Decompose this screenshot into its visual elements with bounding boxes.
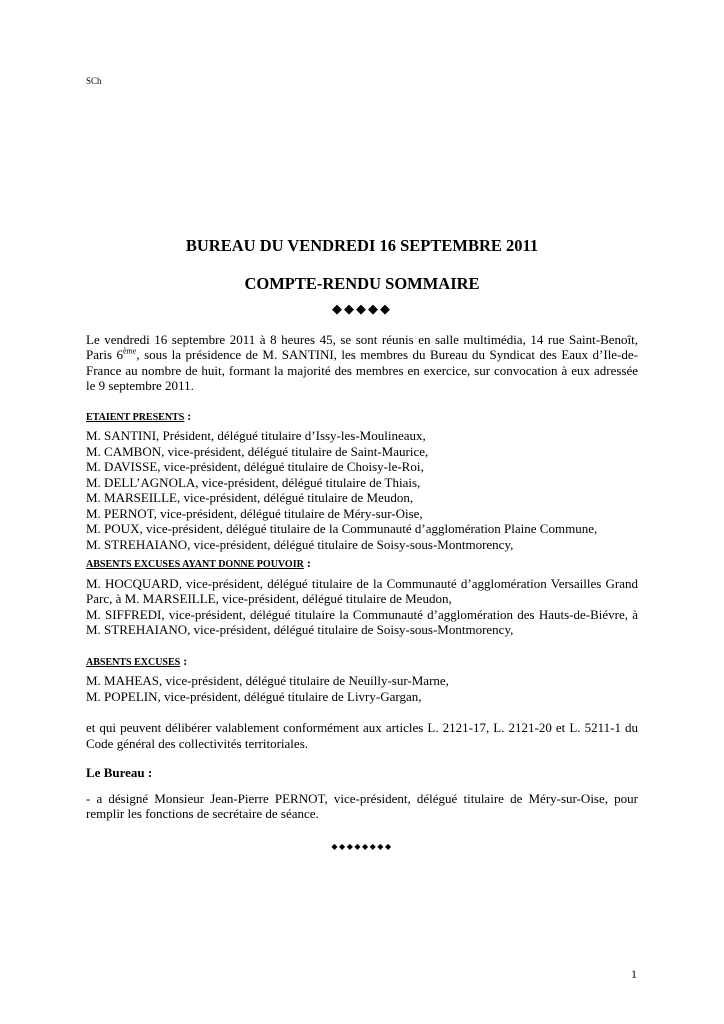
proxy-heading-colon: : <box>303 556 311 570</box>
list-item: M. PERNOT, vice-président, délégué titulaire de Méry-sur-Oise, <box>86 505 423 521</box>
header-mark: SCh <box>86 76 102 86</box>
present-heading-colon: : <box>184 408 192 423</box>
intro-text-start: Le vendredi 16 septembre 2011 à 8 heures 45, se sont réunis en salle multimédia, 14 rue Saint-Benoît, Paris 6 <box>86 331 638 362</box>
list-item: M. SANTINI, Président, délégué titulaire d’Issy-les-Moulineaux, <box>86 428 426 443</box>
document-title: BUREAU DU VENDREDI 16 SEPTEMBRE 2011 <box>185 236 539 255</box>
title-separator: ◆◆◆◆◆ <box>332 301 392 316</box>
list-item: M. DELL’AGNOLA, vice-président, délégué titulaire de Thiais, <box>86 474 421 490</box>
present-list <box>86 428 638 552</box>
proxy-list <box>86 576 638 638</box>
list-item: M. MAHEAS, vice-président, délégué titulaire de Neuilly-sur-Marne, <box>86 673 449 688</box>
intro-paragraph <box>86 332 638 394</box>
excused-heading-label: ABSENTS EXCUSES <box>86 656 181 668</box>
end-separator: ◆◆◆◆◆◆◆◆ <box>331 841 393 851</box>
list-item: M. DAVISSE, vice-président, délégué titulaire de Choisy-le-Roi, <box>86 459 424 474</box>
list-item: M. POPELIN, vice-président, délégué titulaire de Livry-Gargan, <box>86 688 422 704</box>
intro-text-end: , sous la présidence de M. SANTINI, les membres du Bureau du Syndicat des Eaux d’Ile-de-France au nombre de huit, formant la majorité des membres en exercice, sur convocation à eux adressée le 9 septembre 2011. <box>86 347 638 393</box>
proxy-heading <box>86 556 638 573</box>
bureau-heading: Le Bureau : <box>86 765 153 780</box>
excused-heading <box>86 654 638 671</box>
list-item: M. SIFFREDI, vice-président, délégué titulaire la Communauté d’agglomération des Hauts-de-Biévre, à M. STREHAIANO, vice-président, délégué titulaire de Soisy-sous-Montmorency, <box>86 606 638 637</box>
page-number: 1 <box>631 967 637 981</box>
list-item: M. STREHAIANO, vice-président, délégué titulaire de Soisy-sous-Montmorency, <box>86 536 514 552</box>
list-item: M. CAMBON, vice-président, délégué titulaire de Saint-Maurice, <box>86 443 429 459</box>
present-heading-label: ETAIENT PRESENTS <box>86 411 185 423</box>
document-body <box>86 236 638 854</box>
excused-list <box>86 673 638 704</box>
list-item: M. POUX, vice-président, délégué titulaire de la Communauté d’agglomération Plaine Commune, <box>86 521 598 536</box>
proxy-heading-label: ABSENTS EXCUSES AYANT DONNE POUVOIR <box>86 559 304 570</box>
present-heading <box>86 409 638 426</box>
list-item: M. HOCQUARD, vice-président, délégué titulaire de la Communauté d’agglomération Versailles Grand Parc, à M. MARSEILLE, vice-président, délégué titulaire de Meudon, <box>86 575 638 606</box>
deliberation-paragraph: et qui peuvent délibérer valablement conformément aux articles L. 2121-17, L. 2121-20 et L. 5211-1 du Code général des collectivités territoriales. <box>86 720 638 751</box>
list-item: M. MARSEILLE, vice-président, délégué titulaire de Meudon, <box>86 490 414 505</box>
excused-heading-colon: : <box>180 653 188 668</box>
designation-paragraph: - a désigné Monsieur Jean-Pierre PERNOT, vice-président, délégué titulaire de Méry-sur-Oise, pour remplir les fonctions de secrétaire de séance. <box>86 790 638 821</box>
intro-superscript: ème <box>123 346 137 356</box>
document-subtitle: COMPTE-RENDU SOMMAIRE <box>244 274 480 293</box>
